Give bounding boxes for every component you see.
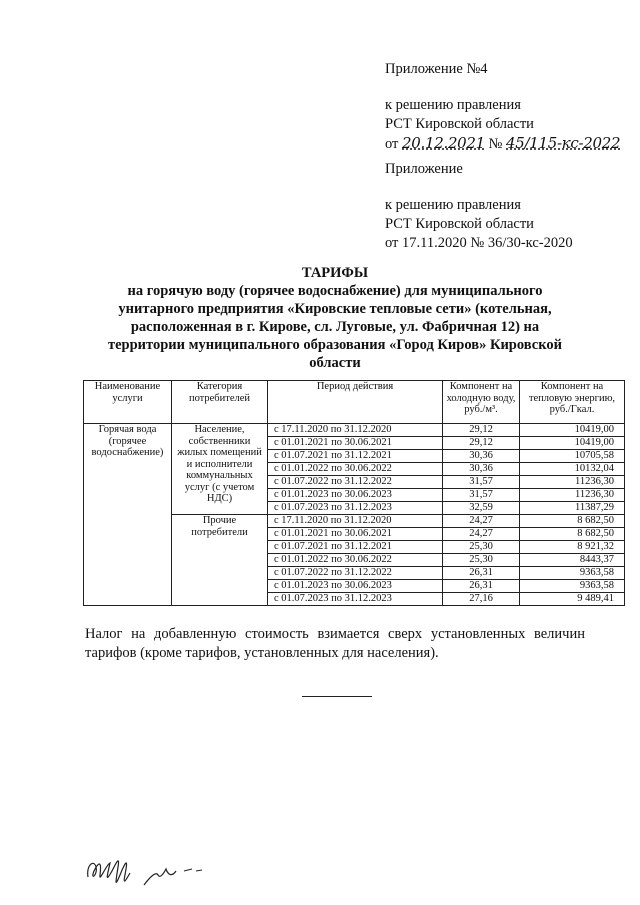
- title-line-5: области: [309, 355, 361, 371]
- tariff-table: [83, 380, 625, 606]
- decision-line: к решению правления: [385, 97, 521, 113]
- heat-value: 8 682,50: [520, 528, 625, 541]
- period-cell: с 01.01.2022 по 30.06.2022: [268, 554, 443, 567]
- cold-value: 24,27: [443, 515, 520, 528]
- cold-value: 30,36: [443, 463, 520, 476]
- cold-value: 27,16: [443, 593, 520, 606]
- handwritten-number: 45/115-кс-2022: [506, 134, 621, 152]
- header-cold-component: Компонент на холодную воду, руб./м³.: [443, 381, 520, 424]
- cold-value: 32,59: [443, 502, 520, 515]
- heat-value: 10705,58: [520, 450, 625, 463]
- cold-value: 24,27: [443, 528, 520, 541]
- heat-value: 8 682,50: [520, 515, 625, 528]
- cold-value: 30,36: [443, 450, 520, 463]
- decision-date-number-2: от 17.11.2020 № 36/30-кс-2020: [385, 235, 573, 251]
- heat-value: 10419,00: [520, 437, 625, 450]
- heat-value: 11236,30: [520, 476, 625, 489]
- period-cell: с 01.07.2023 по 31.12.2023: [268, 502, 443, 515]
- document-heading: ТАРИФЫ: [301, 265, 369, 281]
- header-heat-component: Компонент на тепловую энергию, руб./Гкал.: [520, 381, 625, 424]
- date-prefix: от: [385, 136, 399, 152]
- appendix-title-2: Приложение: [385, 161, 463, 177]
- period-cell: с 01.07.2023 по 31.12.2023: [268, 593, 443, 606]
- period-cell: с 01.07.2022 по 31.12.2022: [268, 567, 443, 580]
- title-line-1: на горячую воду (горячее водоснабжение) для муниципального: [127, 283, 543, 299]
- period-cell: с 01.01.2023 по 30.06.2023: [268, 489, 443, 502]
- heat-value: 8 921,32: [520, 541, 625, 554]
- heat-value: 9363,58: [520, 580, 625, 593]
- heat-value: 10419,00: [520, 424, 625, 437]
- table-header-row: [84, 381, 625, 424]
- cold-value: 25,30: [443, 541, 520, 554]
- cold-value: 31,57: [443, 476, 520, 489]
- heat-value: 11236,30: [520, 489, 625, 502]
- decision-line-2: к решению правления: [385, 197, 521, 213]
- authority-line: РСТ Кировской области: [385, 116, 534, 132]
- signature-image: [80, 845, 220, 895]
- period-cell: с 01.07.2022 по 31.12.2022: [268, 476, 443, 489]
- cold-value: 31,57: [443, 489, 520, 502]
- cold-value: 26,31: [443, 567, 520, 580]
- decision-date-number: [385, 134, 620, 154]
- divider: [302, 696, 372, 697]
- handwritten-date: 20.12.2021: [402, 134, 485, 152]
- title-line-4: территории муниципального образования «Город Киров» Кировской: [108, 337, 562, 353]
- heat-value: 9 489,41: [520, 593, 625, 606]
- cold-value: 25,30: [443, 554, 520, 567]
- title-line-3: расположенная в г. Кирове, сл. Луговые, ул. Фабричная 12) на: [130, 319, 540, 335]
- period-cell: с 01.01.2021 по 30.06.2021: [268, 528, 443, 541]
- heat-value: 8443,37: [520, 554, 625, 567]
- category-other: Прочие потребители: [172, 515, 268, 606]
- period-cell: с 01.01.2021 по 30.06.2021: [268, 437, 443, 450]
- appendix-title: Приложение №4: [385, 61, 488, 77]
- period-cell: с 01.01.2023 по 30.06.2023: [268, 580, 443, 593]
- heat-value: 9363,58: [520, 567, 625, 580]
- heat-value: 10132,04: [520, 463, 625, 476]
- vat-note: Налог на добавленную стоимость взимается сверх установленных величин тарифов (кроме тарифов, установленных для населения).: [85, 626, 585, 661]
- category-population: Население, собственники жилых помещений и исполнители коммунальных услуг (с учетом НДС): [172, 424, 268, 515]
- service-name: Горячая вода (горячее водоснабжение): [84, 424, 172, 606]
- header-period: Период действия: [268, 381, 443, 424]
- period-cell: с 01.07.2021 по 31.12.2021: [268, 541, 443, 554]
- title-line-2: унитарного предприятия «Кировские тепловые сети» (котельная,: [118, 301, 552, 317]
- number-prefix: №: [488, 136, 503, 152]
- cold-value: 29,12: [443, 437, 520, 450]
- period-cell: с 01.07.2021 по 31.12.2021: [268, 450, 443, 463]
- period-cell: с 01.01.2022 по 30.06.2022: [268, 463, 443, 476]
- cold-value: 29,12: [443, 424, 520, 437]
- header-category: Категория потребителей: [172, 381, 268, 424]
- authority-line-2: РСТ Кировской области: [385, 216, 534, 232]
- period-cell: с 17.11.2020 по 31.12.2020: [268, 515, 443, 528]
- period-cell: с 17.11.2020 по 31.12.2020: [268, 424, 443, 437]
- cold-value: 26,31: [443, 580, 520, 593]
- heat-value: 11387,29: [520, 502, 625, 515]
- header-service: Наименование услуги: [84, 381, 172, 424]
- table-row: [84, 424, 625, 437]
